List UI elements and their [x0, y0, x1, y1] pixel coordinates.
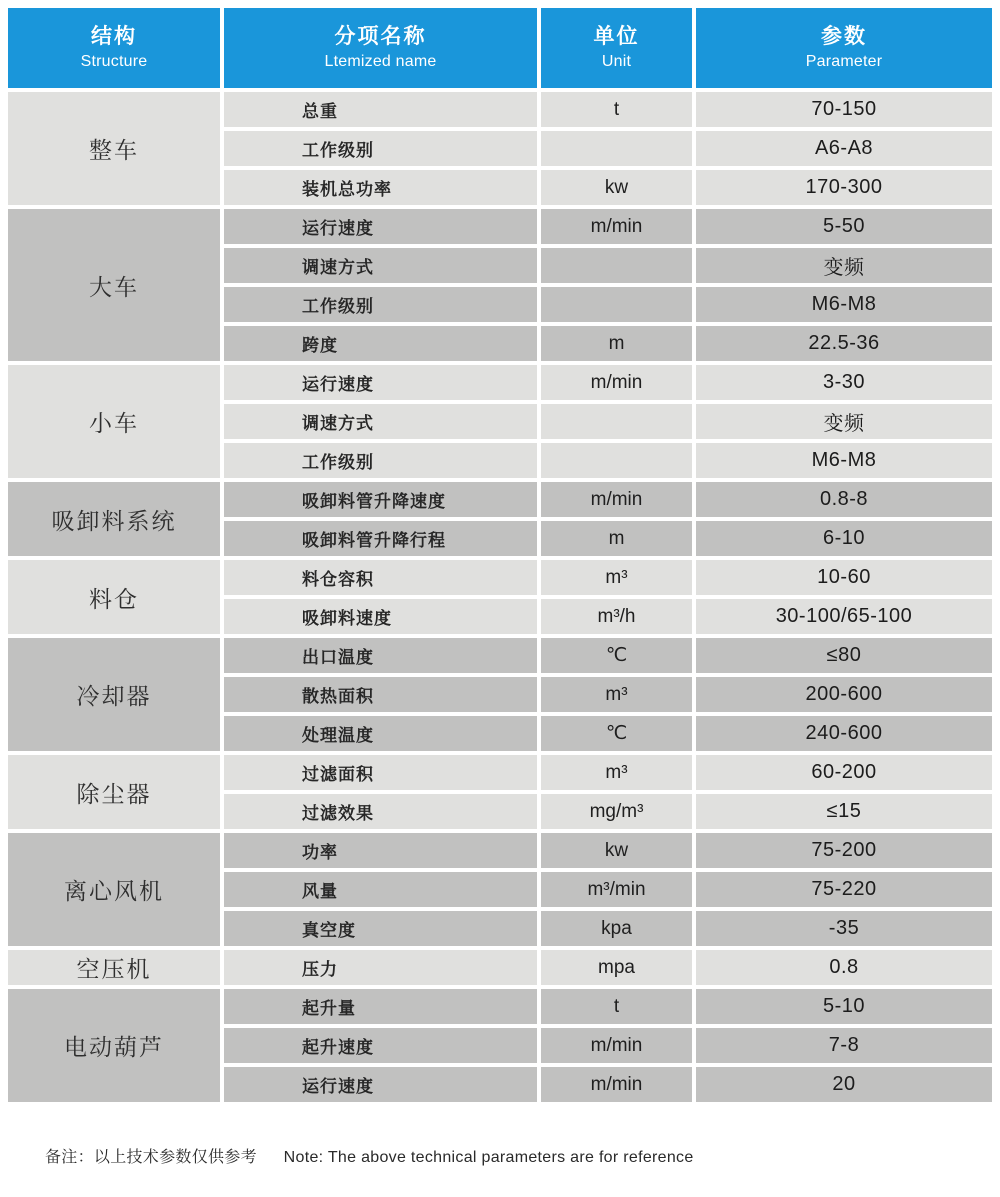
param-cell: 170-300 — [696, 170, 992, 205]
table-row — [224, 716, 992, 751]
item-name-cell: 压力 — [224, 950, 537, 985]
unit-cell: m³ — [541, 560, 692, 595]
table-row — [224, 404, 992, 439]
group-structure-label: 料仓 — [8, 560, 220, 634]
table-row — [224, 833, 992, 868]
table-row — [224, 989, 992, 1024]
table-row — [224, 599, 992, 634]
header-itemized-name-en: Ltemized name — [324, 52, 437, 70]
table-group — [8, 92, 992, 205]
item-name-cell: 运行速度 — [224, 209, 537, 244]
table-body — [8, 92, 992, 1102]
unit-cell: m³/min — [541, 872, 692, 907]
param-cell: M6-M8 — [696, 287, 992, 322]
param-cell: 5-50 — [696, 209, 992, 244]
unit-cell: m³/h — [541, 599, 692, 634]
header-unit-en: Unit — [601, 52, 632, 70]
table-row — [224, 950, 992, 985]
table-row — [224, 911, 992, 946]
header-structure-zh: 结构 — [91, 24, 137, 48]
table-group — [8, 482, 992, 556]
item-name-cell: 工作级别 — [224, 443, 537, 478]
table-row — [224, 794, 992, 829]
item-name-cell: 出口温度 — [224, 638, 537, 673]
table-group — [8, 989, 992, 1102]
table-group — [8, 209, 992, 361]
item-name-cell: 调速方式 — [224, 404, 537, 439]
unit-cell: m³ — [541, 755, 692, 790]
param-cell: 变频 — [696, 404, 992, 439]
unit-cell — [541, 404, 692, 439]
table-row — [224, 170, 992, 205]
item-name-cell: 装机总功率 — [224, 170, 537, 205]
unit-cell: m³ — [541, 677, 692, 712]
unit-cell — [541, 248, 692, 283]
group-rows — [224, 950, 992, 985]
param-cell: 75-200 — [696, 833, 992, 868]
item-name-cell: 功率 — [224, 833, 537, 868]
param-cell: 10-60 — [696, 560, 992, 595]
item-name-cell: 起升量 — [224, 989, 537, 1024]
group-structure-label: 吸卸料系统 — [8, 482, 220, 556]
item-name-cell: 处理温度 — [224, 716, 537, 751]
group-structure-label: 整车 — [8, 92, 220, 205]
header-unit-zh: 单位 — [593, 24, 640, 48]
header-structure-en: Structure — [80, 52, 148, 70]
param-cell: 240-600 — [696, 716, 992, 751]
group-rows — [224, 989, 992, 1102]
item-name-cell: 调速方式 — [224, 248, 537, 283]
header-itemized-name-zh: 分项名称 — [334, 24, 427, 48]
table-row — [224, 287, 992, 322]
table-row — [224, 209, 992, 244]
item-name-cell: 工作级别 — [224, 131, 537, 166]
param-cell: -35 — [696, 911, 992, 946]
param-cell: 200-600 — [696, 677, 992, 712]
item-name-cell: 总重 — [224, 92, 537, 127]
table-row — [224, 482, 992, 517]
table-row — [224, 872, 992, 907]
unit-cell: kw — [541, 833, 692, 868]
table-group — [8, 833, 992, 946]
table-row — [224, 638, 992, 673]
unit-cell: t — [541, 92, 692, 127]
unit-cell: m — [541, 521, 692, 556]
unit-cell: kpa — [541, 911, 692, 946]
header-cell-itemized-name — [224, 8, 537, 88]
unit-cell: m/min — [541, 1028, 692, 1063]
table-group — [8, 638, 992, 751]
unit-cell: ℃ — [541, 638, 692, 673]
param-cell: 0.8 — [696, 950, 992, 985]
table-row — [224, 131, 992, 166]
table-row — [224, 365, 992, 400]
table-row — [224, 755, 992, 790]
param-cell: 60-200 — [696, 755, 992, 790]
param-cell: 7-8 — [696, 1028, 992, 1063]
group-rows — [224, 833, 992, 946]
param-cell: ≤15 — [696, 794, 992, 829]
table-row — [224, 1067, 992, 1102]
item-name-cell: 吸卸料管升降速度 — [224, 482, 537, 517]
item-name-cell: 工作级别 — [224, 287, 537, 322]
param-cell: ≤80 — [696, 638, 992, 673]
item-name-cell: 真空度 — [224, 911, 537, 946]
item-name-cell: 风量 — [224, 872, 537, 907]
group-rows — [224, 755, 992, 829]
group-structure-label: 大车 — [8, 209, 220, 361]
table-row — [224, 521, 992, 556]
table-group — [8, 365, 992, 478]
group-rows — [224, 365, 992, 478]
unit-cell: m/min — [541, 365, 692, 400]
param-cell: 变频 — [696, 248, 992, 283]
param-cell: 22.5-36 — [696, 326, 992, 361]
footnote — [45, 1144, 694, 1167]
footnote-zh: 备注：以上技术参数仅供参考 — [45, 1149, 257, 1166]
unit-cell: m/min — [541, 1067, 692, 1102]
header-parameter-zh: 参数 — [821, 24, 867, 48]
header-cell-structure — [8, 8, 220, 88]
item-name-cell: 运行速度 — [224, 365, 537, 400]
table-row — [224, 560, 992, 595]
unit-cell: ℃ — [541, 716, 692, 751]
table-row — [224, 677, 992, 712]
table-header — [8, 8, 992, 88]
item-name-cell: 吸卸料速度 — [224, 599, 537, 634]
param-cell: 5-10 — [696, 989, 992, 1024]
param-cell: 30-100/65-100 — [696, 599, 992, 634]
param-cell: 20 — [696, 1067, 992, 1102]
item-name-cell: 跨度 — [224, 326, 537, 361]
item-name-cell: 过滤面积 — [224, 755, 537, 790]
unit-cell: t — [541, 989, 692, 1024]
group-structure-label: 小车 — [8, 365, 220, 478]
group-rows — [224, 482, 992, 556]
unit-cell — [541, 443, 692, 478]
table-group — [8, 755, 992, 829]
header-cell-unit — [541, 8, 692, 88]
group-structure-label: 离心风机 — [8, 833, 220, 946]
param-cell: 3-30 — [696, 365, 992, 400]
unit-cell: m/min — [541, 209, 692, 244]
group-rows — [224, 560, 992, 634]
item-name-cell: 过滤效果 — [224, 794, 537, 829]
unit-cell: kw — [541, 170, 692, 205]
header-parameter-en: Parameter — [805, 52, 883, 70]
param-cell: 75-220 — [696, 872, 992, 907]
unit-cell: mpa — [541, 950, 692, 985]
header-cell-parameter — [696, 8, 992, 88]
table-group — [8, 560, 992, 634]
param-cell: M6-M8 — [696, 443, 992, 478]
table-row — [224, 92, 992, 127]
table-row — [224, 1028, 992, 1063]
param-cell: 0.8-8 — [696, 482, 992, 517]
group-structure-label: 空压机 — [8, 950, 220, 985]
item-name-cell: 散热面积 — [224, 677, 537, 712]
footnote-en: Note: The above technical parameters are for reference — [283, 1149, 694, 1166]
group-structure-label: 电动葫芦 — [8, 989, 220, 1102]
group-rows — [224, 209, 992, 361]
item-name-cell: 运行速度 — [224, 1067, 537, 1102]
table-group — [8, 950, 992, 985]
unit-cell: m/min — [541, 482, 692, 517]
unit-cell — [541, 287, 692, 322]
table-row — [224, 248, 992, 283]
group-structure-label: 除尘器 — [8, 755, 220, 829]
param-cell: 70-150 — [696, 92, 992, 127]
param-cell: 6-10 — [696, 521, 992, 556]
group-rows — [224, 92, 992, 205]
param-cell: A6-A8 — [696, 131, 992, 166]
item-name-cell: 料仓容积 — [224, 560, 537, 595]
table-row — [224, 326, 992, 361]
unit-cell: mg/m³ — [541, 794, 692, 829]
table-row — [224, 443, 992, 478]
spec-table — [8, 8, 992, 1106]
unit-cell — [541, 131, 692, 166]
group-structure-label: 冷却器 — [8, 638, 220, 751]
item-name-cell: 吸卸料管升降行程 — [224, 521, 537, 556]
group-rows — [224, 638, 992, 751]
item-name-cell: 起升速度 — [224, 1028, 537, 1063]
unit-cell: m — [541, 326, 692, 361]
